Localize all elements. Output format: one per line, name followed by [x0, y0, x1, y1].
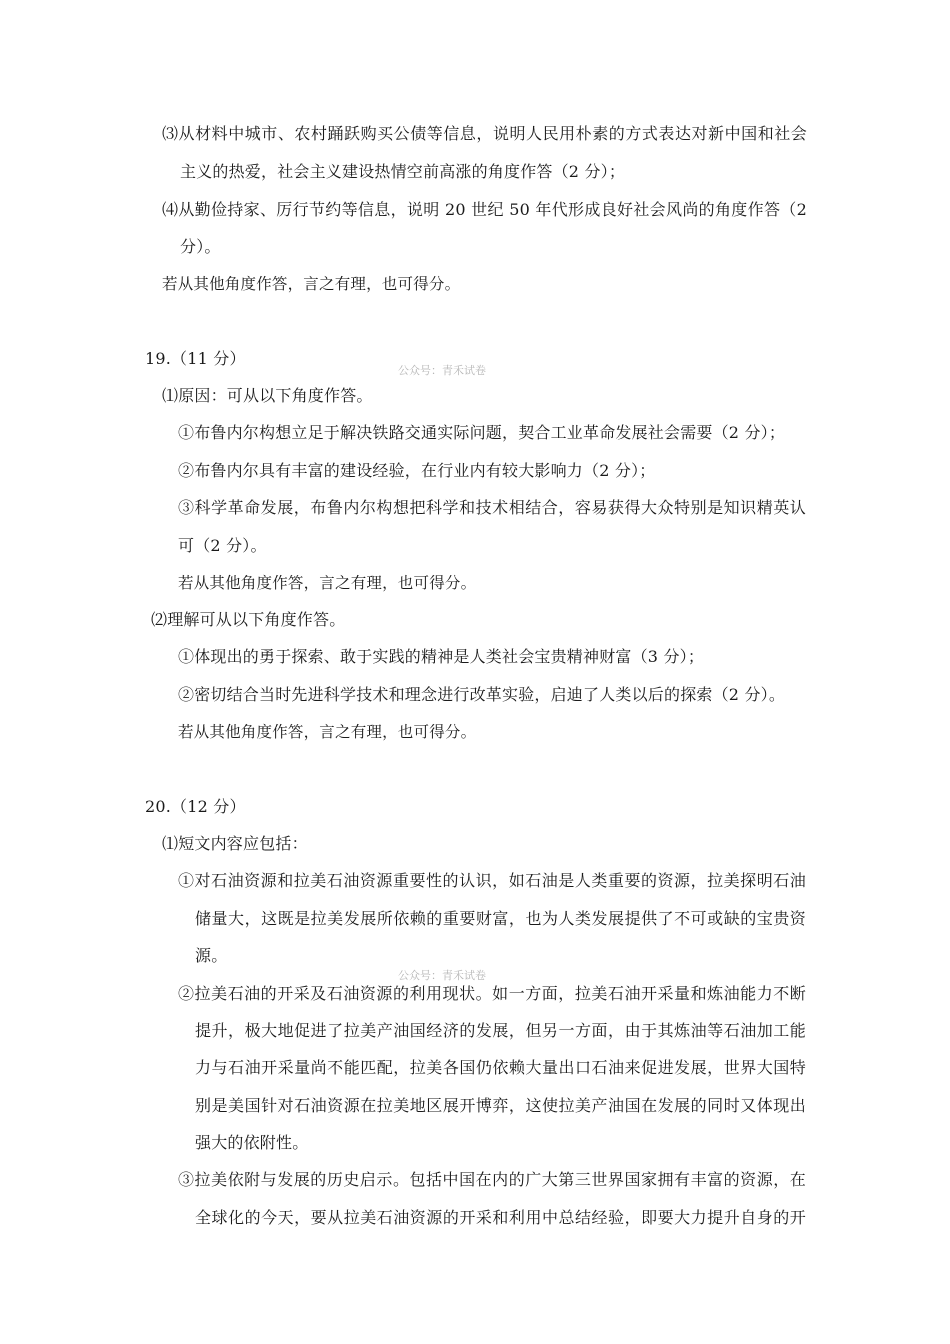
q20-item1-line3: 源。	[195, 946, 228, 965]
q19-part1-item2: ②布鲁内尔具有丰富的建设经验，在行业内有较大影响力（2 分）；	[178, 461, 656, 480]
q20-item2-line3: 力与石油开采量尚不能匹配，拉美各国仍依赖大量出口石油来促进发展，世界大国特	[195, 1058, 806, 1077]
q20-item3-line1: ③拉美依附与发展的历史启示。包括中国在内的广大第三世界国家拥有丰富的资源，在	[178, 1170, 806, 1189]
watermark: 公众号：青禾试卷	[398, 364, 486, 377]
q19-part2-note: 若从其他角度作答，言之有理，也可得分。	[178, 723, 477, 741]
q19-part1-item3-line1: ③科学革命发展，布鲁内尔构想把科学和技术相结合，容易获得大众特别是知识精英认	[178, 498, 806, 517]
q20-item2-line4: 别是美国针对石油资源在拉美地区展开博弈，这使拉美产油国在发展的同时又体现出	[195, 1096, 806, 1115]
q18-item4-line1: ⑷从勤俭持家、厉行节约等信息，说明 20 世纪 50 年代形成良好社会风尚的角度作答（2	[162, 200, 807, 219]
q20-item1-line2: 储量大，这既是拉美发展所依赖的重要财富，也为人类发展提供了不可或缺的宝贵资	[195, 909, 806, 928]
q20-part1-heading: ⑴短文内容应包括：	[162, 834, 308, 853]
q20-item1-line1: ①对石油资源和拉美石油资源重要性的认识，如石油是人类重要的资源，拉美探明石油	[178, 871, 806, 890]
q19-part2-item2: ②密切结合当时先进科学技术和理念进行改革实验，启迪了人类以后的探索（2 分）。	[178, 685, 786, 704]
q19-part1-note: 若从其他角度作答，言之有理，也可得分。	[178, 574, 477, 592]
q18-note: 若从其他角度作答，言之有理，也可得分。	[162, 275, 461, 293]
q19-part1-heading: ⑴原因：可从以下角度作答。	[162, 386, 373, 405]
q20-heading: 20.（12 分）	[145, 797, 246, 816]
q18-item3-line2: 主义的热爱，社会主义建设热情空前高涨的角度作答（2 分）；	[180, 162, 626, 181]
q20-item2-line5: 强大的依附性。	[195, 1133, 309, 1152]
q18-item3-line1: ⑶从材料中城市、农村踊跃购买公债等信息，说明人民用朴素的方式表达对新中国和社会	[162, 124, 807, 143]
q19-part2-heading: ⑵理解可从以下角度作答。	[151, 610, 346, 629]
q20-item2-line2: 提升，极大地促进了拉美产油国经济的发展，但另一方面，由于其炼油等石油加工能	[195, 1021, 806, 1040]
q18-item4-line2: 分）。	[180, 237, 221, 256]
q20-item2-line1: ②拉美石油的开采及石油资源的利用现状。如一方面，拉美石油开采量和炼油能力不断	[178, 984, 806, 1003]
q19-heading: 19.（11 分）	[145, 349, 246, 368]
q20-item3-line2: 全球化的今天，要从拉美石油资源的开采和利用中总结经验，即要大力提升自身的开	[195, 1208, 806, 1227]
q19-part1-item3-line2: 可（2 分）。	[178, 536, 267, 555]
q19-part1-item1: ①布鲁内尔构想立足于解决铁路交通实际问题，契合工业革命发展社会需要（2 分）；	[178, 423, 786, 442]
q19-part2-item1: ①体现出的勇于探索、敢于实践的精神是人类社会宝贵精神财富（3 分）；	[178, 647, 705, 666]
watermark: 公众号：青禾试卷	[398, 969, 486, 982]
